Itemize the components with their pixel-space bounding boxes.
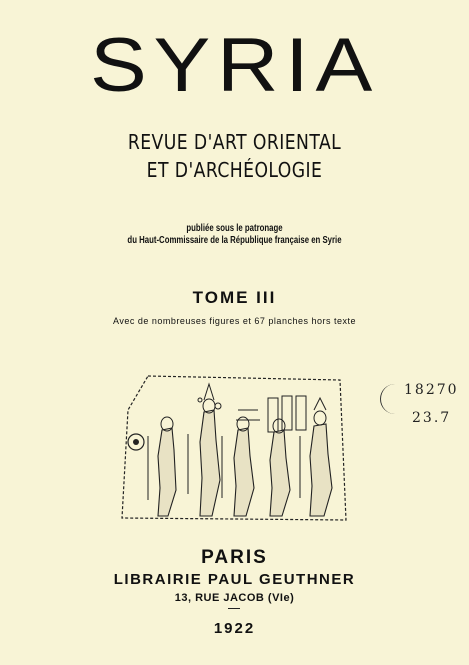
publisher-address: 13, RUE JACOB (VIe) (174, 592, 295, 604)
divider-rule (228, 608, 240, 609)
illustrations-note: Avec de nombreuses figures et 67 planches hors texte (113, 316, 356, 326)
stele-illustration (118, 370, 350, 522)
publisher-name: LIBRAIRIE PAUL GEUTHNER (113, 571, 356, 588)
patronage-line-1: publiée sous le patronage (186, 223, 283, 234)
publication-year: 1922 (213, 620, 256, 637)
handwritten-shelf-mark: 23.7 (412, 410, 452, 426)
subtitle-line-2: ET D'ARCHÉOLOGIE (146, 158, 323, 182)
volume-number: TOME III (192, 288, 277, 307)
patronage-line-2: du Haut-Commissaire de la République française en Syrie (127, 235, 342, 246)
publication-place: PARIS (201, 547, 268, 568)
handwritten-catalog-number: 18270 (404, 382, 459, 398)
journal-title: SYRIA (89, 23, 380, 108)
subtitle-line-1: REVUE D'ART ORIENTAL (127, 130, 342, 154)
